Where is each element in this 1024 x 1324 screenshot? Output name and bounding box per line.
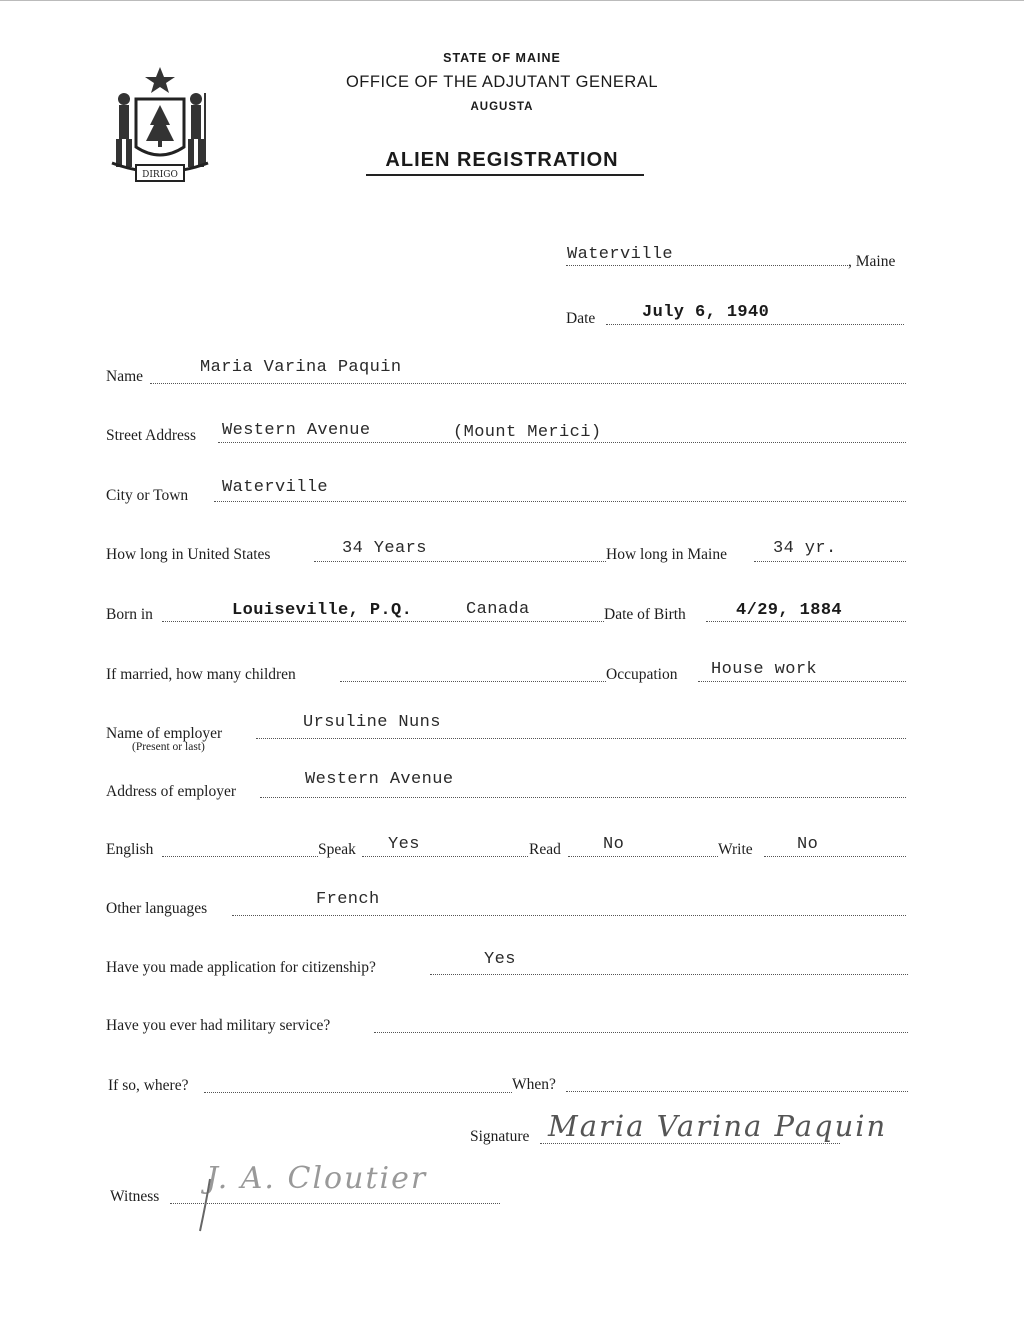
signature-label: Signature	[470, 1128, 530, 1145]
occupation-line	[698, 681, 906, 682]
military-line	[374, 1032, 908, 1033]
children-line	[340, 681, 606, 682]
employer-address-line	[260, 797, 906, 798]
street-value: Western Avenue	[222, 421, 371, 440]
employer-value: Ursuline Nuns	[303, 713, 441, 732]
occupation-value: House work	[711, 660, 818, 679]
office-heading: OFFICE OF THE ADJUTANT GENERAL	[345, 73, 659, 91]
write-line	[764, 856, 906, 857]
other-languages-label: Other languages	[106, 900, 208, 917]
city-label: City or Town	[106, 487, 189, 504]
dob-label: Date of Birth	[604, 606, 686, 623]
name-label: Name	[106, 368, 144, 385]
read-value: No	[603, 835, 625, 854]
when-label: When?	[512, 1076, 556, 1093]
read-label: Read	[529, 841, 561, 858]
born-in-value: Louiseville, P.Q.	[232, 601, 413, 620]
born-in-label: Born in	[106, 606, 153, 623]
how-long-maine-label: How long in Maine	[606, 546, 727, 563]
born-in-line	[162, 621, 604, 622]
english-line	[162, 856, 318, 857]
dob-line	[706, 621, 906, 622]
title-underline	[366, 174, 644, 176]
town-value: Waterville	[567, 245, 674, 264]
employer-line	[256, 738, 906, 739]
how-long-maine-line	[754, 561, 906, 562]
citizenship-label: Have you made application for citizenship?	[106, 959, 376, 976]
english-label: English	[106, 841, 154, 858]
employer-address-label: Address of employer	[106, 783, 236, 800]
name-value: Maria Varina Paquin	[200, 358, 402, 377]
pen-stroke-mark	[196, 1177, 216, 1233]
read-line	[568, 856, 718, 857]
speak-line	[362, 856, 528, 857]
city-heading: AUGUSTA	[470, 101, 534, 113]
city-value: Waterville	[222, 478, 329, 497]
employer-label: Name of employer	[106, 725, 223, 742]
speak-label: Speak	[318, 841, 356, 858]
state-heading: STATE OF MAINE	[443, 51, 561, 65]
write-value: No	[797, 835, 819, 854]
children-label: If married, how many children	[106, 666, 296, 683]
military-label: Have you ever had military service?	[106, 1017, 331, 1034]
when-line	[566, 1091, 908, 1092]
how-long-us-line	[314, 561, 606, 562]
other-languages-line	[232, 915, 906, 916]
name-line	[150, 383, 906, 384]
town-line	[566, 265, 848, 266]
form-title: ALIEN REGISTRATION	[385, 149, 619, 171]
witness-label: Witness	[110, 1188, 160, 1205]
street-extra: (Mount Merici)	[453, 423, 602, 442]
how-long-us-label: How long in United States	[106, 546, 271, 563]
born-country-value: Canada	[466, 600, 530, 619]
employer-sublabel: (Present or last)	[132, 741, 205, 753]
citizenship-line	[430, 974, 908, 975]
other-languages-value: French	[316, 890, 380, 909]
state-label: , Maine	[848, 253, 896, 270]
dob-value: 4/29, 1884	[736, 601, 843, 620]
witness-line	[170, 1203, 500, 1204]
speak-value: Yes	[388, 835, 420, 854]
date-label: Date	[566, 310, 596, 327]
occupation-label: Occupation	[606, 666, 678, 683]
city-line	[214, 501, 906, 502]
how-long-maine-value: 34 yr.	[773, 539, 837, 558]
svg-text:DIRIGO: DIRIGO	[142, 170, 178, 180]
witness-signature: J. A. Cloutier	[206, 1161, 428, 1196]
write-label: Write	[718, 841, 753, 858]
where-line	[204, 1092, 512, 1093]
applicant-signature: Maria Varina Paquin	[548, 1109, 888, 1143]
date-value: July 6, 1940	[642, 303, 770, 322]
street-line	[218, 442, 906, 443]
street-label: Street Address	[106, 427, 196, 444]
employer-address-value: Western Avenue	[305, 770, 454, 789]
citizenship-value: Yes	[484, 950, 516, 969]
how-long-us-value: 34 Years	[342, 539, 427, 558]
where-label: If so, where?	[108, 1077, 189, 1094]
signature-line	[540, 1143, 840, 1144]
date-line	[606, 324, 904, 325]
